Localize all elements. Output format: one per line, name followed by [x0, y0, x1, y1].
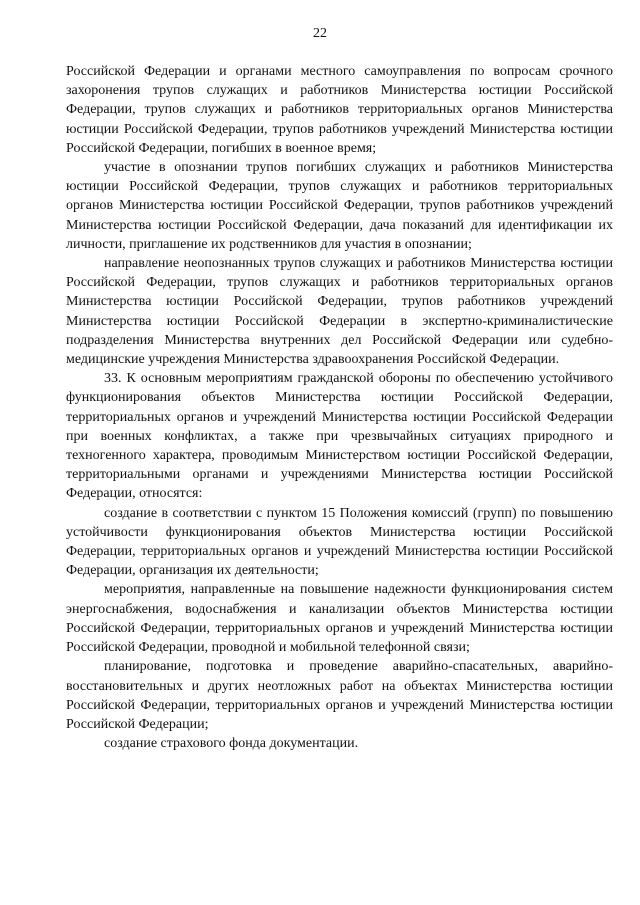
document-body [66, 62, 613, 753]
paragraph-commission-creation: создание в соответствии с пунктом 15 Положения комиссий (групп) по повышению устойчивости функционирования объектов Министерства юстиции Российской Федерации, территориальных органов и учреждений Министерства юстиции Российской Федерации, организация их деятельности; [66, 505, 613, 579]
paragraph-item-33: 33. К основным мероприятиям гражданской обороны по обеспечению устойчивого функционирования объектов Министерства юстиции Российской Федерации, территориальных органов и учреждений Министерства юстиции Российской Федерации при военных конфликтах, а также при чрезвычайных ситуациях природного и техногенного характера, проводимым Министерством юстиции Российской Федерации, территориальными органами и учреждениями Министерства юстиции Российской Федерации, относятся: [66, 371, 613, 502]
paragraph-burial-coordination: Российской Федерации и органами местного самоуправления по вопросам срочного захоронения трупов служащих и работников Министерства юстиции Российской Федерации, трупов служащих и работников территориальных органов Министерства юстиции Российской Федерации, трупов работников учреждений Министерства юстиции Российской Федерации, погибших в военное время; [66, 64, 613, 156]
paragraph-insurance-fund: создание страхового фонда документации. [104, 736, 359, 752]
page-number: 22 [313, 26, 327, 41]
paragraph-emergency-works: планирование, подготовка и проведение аварийно-спасательных, аварийно-восстановительных и других неотложных работ на объектах Министерства юстиции Российской Федерации, территориальных органов и учреждений Министерства юстиции Российской Федерации; [66, 659, 613, 732]
paragraph-unidentified-bodies-referral: направление неопознанных трупов служащих и работников Министерства юстиции Российской Федерации, трупов служащих и работников территориальных органов Министерства юстиции Российской Федерации, трупов работников учреждений Министерства юстиции Российской Федерации в экспертно-криминалистические подразделения Министерства внутренних дел Российской Федерации или судебно-медицинские учреждения Министерства здравоохранения Российской Федерации. [66, 256, 613, 368]
paragraph-utility-reliability: мероприятия, направленные на повышение надежности функционирования систем энергоснабжения, водоснабжения и канализации объектов Министерства юстиции Российской Федерации, территориальных органов и учреждений Министерства юстиции Российской Федерации, проводной и мобильной телефонной связи; [66, 582, 613, 656]
paragraph-identification-participation: участие в опознании трупов погибших служащих и работников Министерства юстиции Российской Федерации, трупов служащих и работников территориальных органов Министерства юстиции Российской Федерации, трупов работников учреждений Министерства юстиции Российской Федерации, дача показаний для идентификации их личности, приглашение их родственников для участия в опознании; [66, 160, 613, 252]
